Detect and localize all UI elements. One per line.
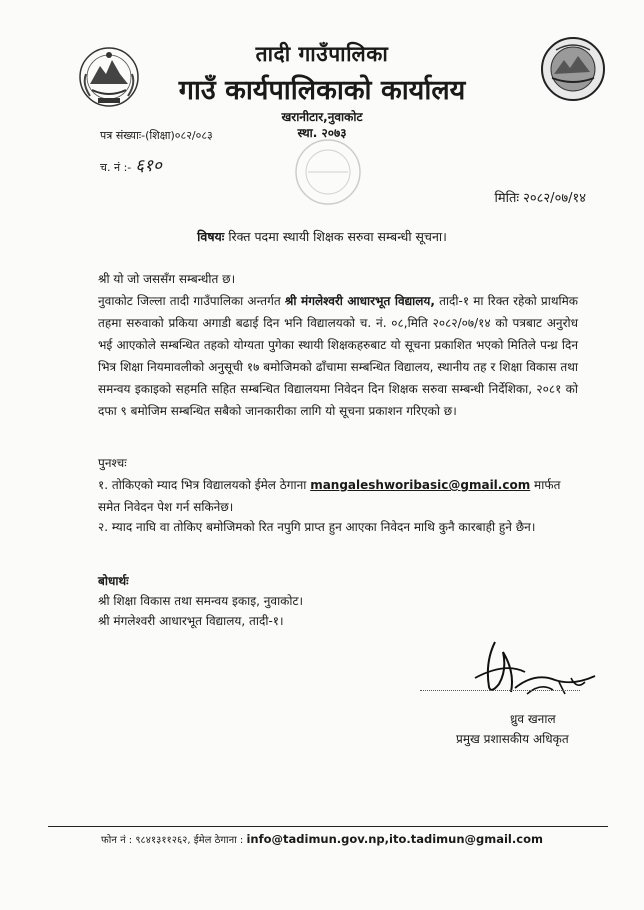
signer-name: ध्रुव खनाल xyxy=(510,712,556,726)
dispatch-number xyxy=(100,153,162,176)
postscript-heading: पुनश्चः xyxy=(98,456,127,470)
signer-title: प्रमुख प्रशासकीय अधिकृत xyxy=(456,732,569,746)
office-address: खरानीटार,नुवाकोट xyxy=(281,110,363,124)
note1-text-a: १. तोकिएको म्याद भित्र विद्यालयको ईमेल ठेगाना xyxy=(98,478,307,492)
org-name: तादी गाउँपालिका xyxy=(255,42,389,66)
establishment-year: स्था. २०७३ xyxy=(297,126,347,140)
school-name: श्री मंगलेश्वरी आधारभूत विद्यालय, xyxy=(284,294,435,308)
postscript-note-1 xyxy=(98,474,578,518)
footer-email-label: ईमेल ठेगाना : xyxy=(193,835,244,846)
letter-date: मितिः २०८२/०७/१४ xyxy=(494,191,586,206)
footer-contact xyxy=(0,832,644,846)
note1-text-b: मार्फत समेत निवेदन पेश गर्न सकिनेछ। xyxy=(98,478,561,514)
office-stamp-icon xyxy=(292,136,364,208)
school-email-link[interactable]: mangaleshworibasic@gmail.com xyxy=(310,478,531,492)
footer-email-links[interactable]: info@tadimun.gov.np,ito.tadimun@gmail.com xyxy=(246,832,543,846)
cc-line-2: श्री मंगलेश्वरी आधारभूत विद्यालय, तादी-१। xyxy=(98,614,284,628)
dispatch-value: ६१० xyxy=(135,156,162,176)
handwritten-signature xyxy=(455,632,605,712)
salutation: श्री यो जो जससँग सम्बन्धीत छ। xyxy=(98,272,236,286)
cc-line-1: श्री शिक्षा विकास तथा समन्वय इकाइ, नुवाकोट। xyxy=(98,594,304,608)
subject-text: रिक्त पदमा स्थायी शिक्षक सरुवा सम्बन्धी सूचना। xyxy=(228,229,447,244)
para-part-2: तादी-१ मा रिक्त रहेको प्राथमिक तहमा सरुवाको प्रकिया अगाडी बढाई दिन भनि विद्यालयको च. नं. ०८,मिति २०८२/०७/१४ को पत्रबाट अनुरोध भई आएकोले सम्बन्धित तहको योग्यता पुगेका स्थायी शिक्षकहरुबाट यो सूचना प्रकाशित भएको मितिले पन्ध्र दिन भित्र शिक्षा नियमावलीको अनुसूची १७ बमोजिमको ढाँचामा सम्बन्धित विद्यालय, स्थानीय तह र शिक्षा विकास तथा समन्वय इकाइको सहमति सहित सम्बन्धित विद्यालयमा निवेदन दिन शिक्षक सरुवा सम्बन्धी निर्देशिका, २०८१ को दफा ९ बमोजिम सम्बन्धित सबैको जानकारीका लागि यो सूचना प्रकाशन गरिएको छ। xyxy=(98,294,578,418)
office-name: गाउँ कार्यपालिकाको कार्यालय xyxy=(178,75,466,106)
subject-line xyxy=(0,228,644,245)
body-paragraph xyxy=(98,290,578,422)
reference-number: पत्र संख्याः-(शिक्षा)०८२/०८३ xyxy=(100,129,213,142)
signature-line xyxy=(420,690,580,691)
dispatch-label: च. नं :- xyxy=(100,161,132,174)
postscript-note-2: २. म्याद नाघि वा तोकिए बमोजिमको रित नपुगि प्राप्त हुन आएका निवेदन माथि कुनै कारबाही हुने छैन। xyxy=(98,520,536,534)
footer-phone: फोन नं : ९८४१३११२६२, xyxy=(101,835,191,846)
footer-divider xyxy=(48,826,608,827)
para-part-1: नुवाकोट जिल्ला तादी गाउँपालिका अन्तर्गत xyxy=(98,294,281,308)
cc-heading: बोधार्थः xyxy=(98,574,129,588)
subject-label: विषयः xyxy=(197,229,225,244)
